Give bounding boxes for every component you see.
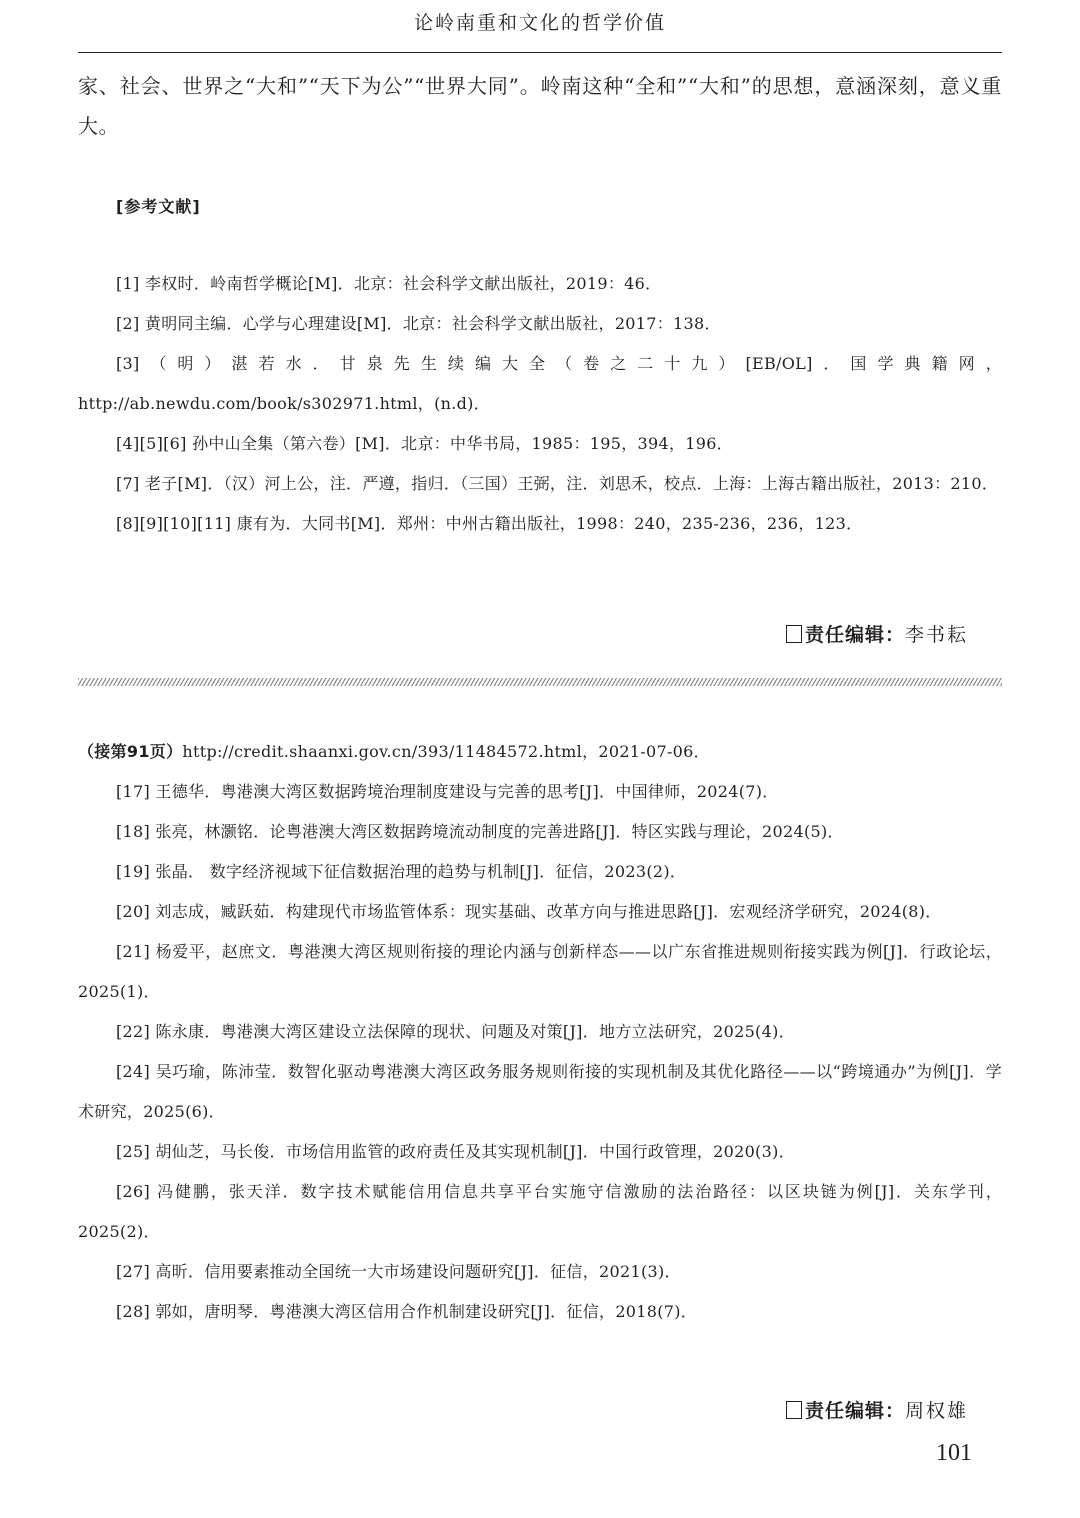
continued-reference-list <box>78 732 1002 1332</box>
reference-item: [8][9][10][11] 康有为．大同书[M]．郑州：中州古籍出版社，1998：240，235-236，236，123． <box>116 514 863 533</box>
reference-item: [3]（明）湛若水．甘泉先生续编大全（卷之二十九）[EB/OL]．国学典籍网，http://ab.newdu.com/book/s302971.html，(n.d)． <box>78 354 1002 413</box>
running-header: 论岭南重和文化的哲学价值 <box>413 12 666 34</box>
checkbox-square-icon <box>786 625 802 643</box>
reference-item: [4][5][6] 孙中山全集（第六卷）[M]．北京：中华书局，1985：195，394，196． <box>116 434 733 453</box>
continued-first-line <box>78 732 1002 772</box>
editor-name: 周权雄 <box>904 1400 968 1422</box>
editor-name: 李书耘 <box>904 624 968 646</box>
body-paragraph: 家、社会、世界之“大和”“天下为公”“世界大同”。岭南这种“全和”“大和”的思想，意涵深刻，意义重大。 <box>78 74 1002 138</box>
reference-item: [26] 冯健鹏，张天洋．数字技术赋能信用信息共享平台实施守信激励的法治路径：以区块链为例[J]．关东学刊，2025(2)． <box>78 1182 1002 1241</box>
reference-item: [25] 胡仙芝，马长俊．市场信用监管的政府责任及其实现机制[J]．中国行政管理，2020(3)． <box>116 1142 795 1161</box>
continued-tag: （接第91页） <box>78 742 183 761</box>
reference-item: [7] 老子[M]．（汉）河上公，注．严遵，指归．（三国）王弼，注．刘思禾，校点．上海：上海古籍出版社，2013：210． <box>116 474 999 493</box>
reference-item: [2] 黄明同主编．心学与心理建设[M]．北京：社会科学文献出版社，2017：138． <box>116 314 721 333</box>
reference-item: [18] 张亮，林灏铭．论粤港澳大湾区数据跨境流动制度的完善进路[J]．特区实践与理论，2024(5)． <box>116 822 844 841</box>
reference-item: [20] 刘志成，臧跃茹．构建现代市场监管体系：现实基础、改革方向与推进思路[J]．宏观经济学研究，2024(8)． <box>116 902 942 921</box>
page-number: 101 <box>936 1440 972 1466</box>
reference-item: [24] 吴巧瑜，陈沛莹．数智化驱动粤港澳大湾区政务服务规则衔接的实现机制及其优化路径——以“跨境通办”为例[J]．学术研究，2025(6)． <box>78 1062 1002 1121</box>
checkbox-square-icon <box>786 1401 802 1419</box>
reference-item: [19] 张晶． 数字经济视域下征信数据治理的趋势与机制[J]．征信，2023(2)． <box>116 862 687 881</box>
reference-item: [22] 陈永康．粤港澳大湾区建设立法保障的现状、问题及对策[J]．地方立法研究，2025(4)． <box>116 1022 795 1041</box>
reference-item: [17] 王德华．粤港澳大湾区数据跨境治理制度建设与完善的思考[J]．中国律师，2024(7)． <box>116 782 779 801</box>
continued-url-line: http://credit.shaanxi.gov.cn/393/11484572.html，2021-07-06． <box>182 742 710 761</box>
reference-item: [21] 杨爱平，赵庶文．粤港澳大湾区规则衔接的理论内涵与创新样态——以广东省推进规则衔接实践为例[J]．行政论坛，2025(1)． <box>78 942 1002 1001</box>
section-divider <box>78 678 1002 686</box>
responsible-editor <box>786 620 968 647</box>
reference-list <box>78 264 1002 544</box>
reference-item: [1] 李权时．岭南哲学概论[M]．北京：社会科学文献出版社，2019：46． <box>116 274 662 293</box>
references-heading: [参考文献] <box>116 197 201 216</box>
responsible-editor <box>786 1396 968 1423</box>
reference-item: [27] 高昕．信用要素推动全国统一大市场建设问题研究[J]．征信，2021(3)． <box>116 1262 681 1281</box>
editor-label: 责任编辑： <box>804 624 905 646</box>
header-rule <box>78 52 1002 53</box>
editor-label: 责任编辑： <box>804 1400 905 1422</box>
reference-item: [28] 郭如，唐明琴．粤港澳大湾区信用合作机制建设研究[J]．征信，2018(7)． <box>116 1302 698 1321</box>
